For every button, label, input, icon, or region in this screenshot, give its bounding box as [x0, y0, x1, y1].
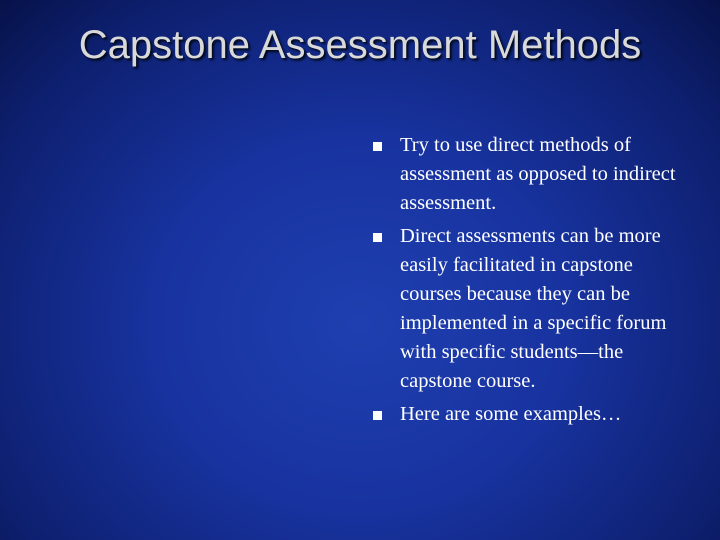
bullet-text: Direct assessments can be more easily facilitated in capstone courses because they can be implemented in a specific forum with specific students—the capstone course. [400, 225, 667, 392]
bullet-text: Here are some examples… [400, 403, 622, 425]
square-bullet-icon [373, 233, 382, 242]
bullet-list [370, 131, 690, 433]
square-bullet-icon [373, 142, 382, 151]
bullet-item [370, 222, 690, 396]
square-bullet-icon [373, 411, 382, 420]
bullet-item [370, 400, 690, 429]
bullet-item [370, 131, 690, 218]
bullet-text: Try to use direct methods of assessment as opposed to indirect assessment. [400, 134, 676, 214]
slide-title: Capstone Assessment Methods [78, 23, 642, 67]
